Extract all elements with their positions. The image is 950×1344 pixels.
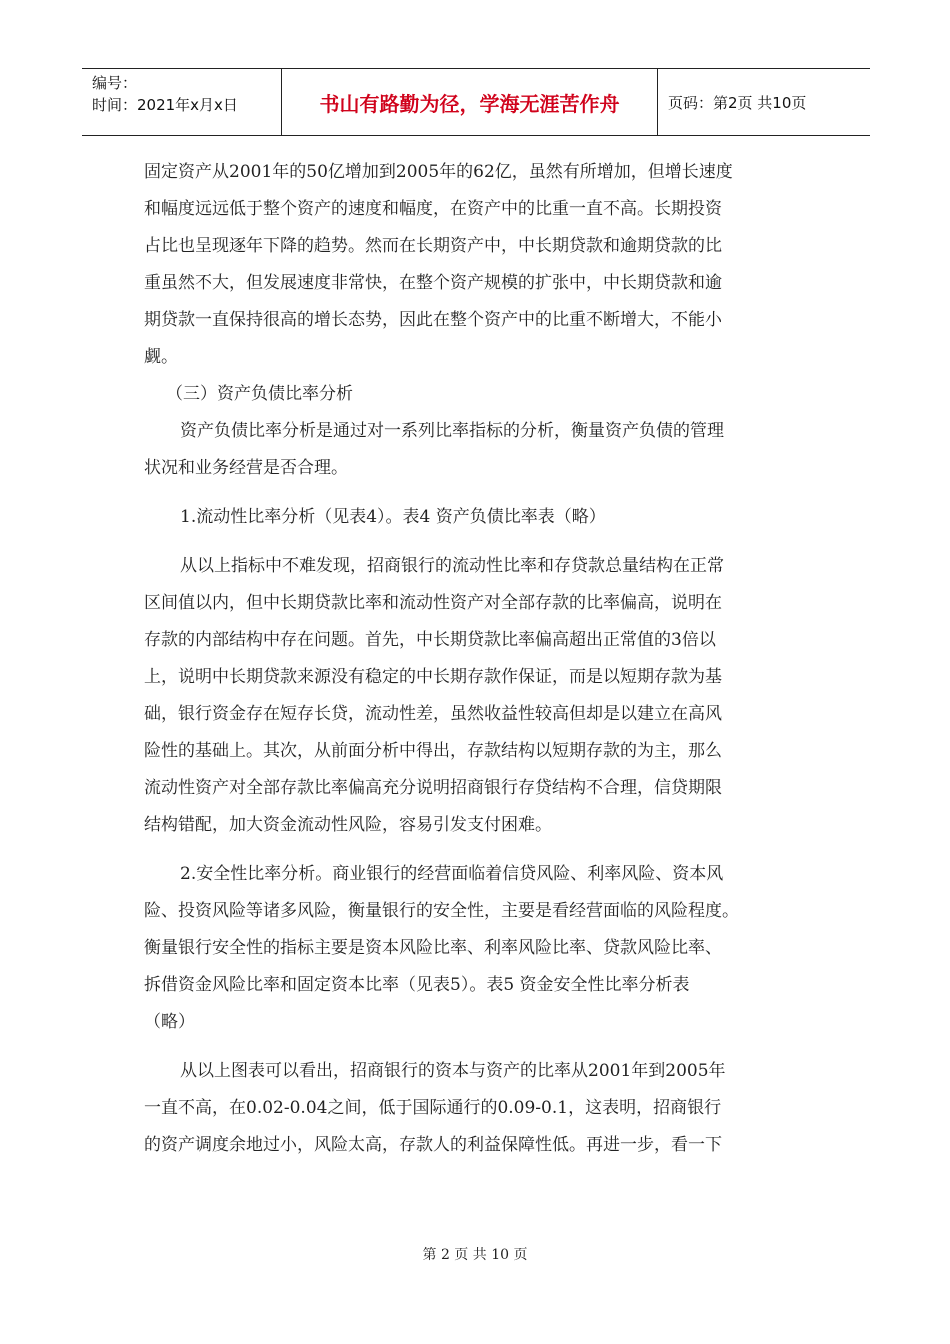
text-line: 状况和业务经营是否合理。 (144, 458, 348, 478)
header-page-info: 页码：第2页 共10页 (668, 93, 807, 112)
text-line: 结构错配，加大资金流动性风险，容易引发支付困难。 (144, 815, 552, 835)
text-line: 一直不高，在0.02-0.04之间，低于国际通行的0.09-0.1，这表明，招商银行 (144, 1098, 722, 1118)
section-heading: （三）资产负债比率分析 (166, 384, 353, 404)
header-meta (82, 69, 282, 135)
time-label: 时间：2021年x月x日 (92, 96, 238, 114)
document-body (144, 154, 814, 1164)
text-line: 流动性资产对全部存款比率偏高充分说明招商银行存贷结构不合理，信贷期限 (144, 778, 722, 798)
text-line: 资产负债比率分析是通过对一系列比率指标的分析，衡量资产负债的管理 (180, 421, 724, 441)
paragraph-fixed-assets (144, 154, 814, 376)
paragraph-safety-ratio (144, 856, 814, 1041)
text-line: 的资产调度余地过小，风险太高，存款人的利益保障性低。再进一步，看一下 (144, 1135, 722, 1155)
header-motto: 书山有路勤为径，学海无涯苦作舟 (282, 69, 658, 135)
text-line: 拆借资金风险比率和固定资本比率（见表5）。表5 资金安全性比率分析表 (144, 975, 690, 995)
text-line: 占比也呈现逐年下降的趋势。然而在长期资产中，中长期贷款和逾期贷款的比 (144, 236, 722, 256)
paragraph-ratio-intro (144, 413, 814, 487)
paragraph-liquidity-analysis (144, 548, 814, 844)
text-line: 固定资产从2001年的50亿增加到2005年的62亿，虽然有所增加，但增长速度 (144, 162, 733, 182)
number-label: 编号： (92, 74, 138, 92)
text-line: 险性的基础上。其次，从前面分析中得出，存款结构以短期存款的为主，那么 (144, 741, 722, 761)
text-line: 觑。 (144, 347, 178, 367)
text-line: 重虽然不大，但发展速度非常快，在整个资产规模的扩张中，中长期贷款和逾 (144, 273, 722, 293)
text-line: 从以上指标中不难发现，招商银行的流动性比率和存贷款总量结构在正常 (180, 556, 724, 576)
text-line: 衡量银行安全性的指标主要是资本风险比率、利率风险比率、贷款风险比率、 (144, 938, 722, 958)
text-line: （略） (144, 1012, 195, 1032)
text-line: 从以上图表可以看出，招商银行的资本与资产的比率从2001年到2005年 (180, 1061, 726, 1081)
paragraph-capital-ratio (144, 1053, 814, 1164)
document-header (82, 68, 870, 136)
text-line: 存款的内部结构中存在问题。首先，中长期贷款比率偏高超出正常值的3倍以 (144, 630, 716, 650)
text-line: 期贷款一直保持很高的增长态势，因此在整个资产中的比重不断增大，不能小 (144, 310, 722, 330)
text-line: 和幅度远远低于整个资产的速度和幅度，在资产中的比重一直不高。长期投资 (144, 199, 722, 219)
text-line: 础，银行资金存在短存长贷，流动性差，虽然收益性较高但却是以建立在高风 (144, 704, 722, 724)
paragraph-liquidity-ratio: 1.流动性比率分析（见表4）。表4 资产负债比率表（略） (180, 507, 606, 527)
text-line: 险、投资风险等诸多风险，衡量银行的安全性，主要是看经营面临的风险程度。 (144, 901, 739, 921)
text-line: 区间值以内，但中长期贷款比率和流动性资产对全部存款的比率偏高，说明在 (144, 593, 722, 613)
text-line: 上，说明中长期贷款来源没有稳定的中长期存款作保证，而是以短期存款为基 (144, 667, 722, 687)
text-line: 2.安全性比率分析。商业银行的经营面临着信贷风险、利率风险、资本风 (180, 864, 724, 884)
page-footer: 第 2 页 共 10 页 (422, 1247, 528, 1263)
